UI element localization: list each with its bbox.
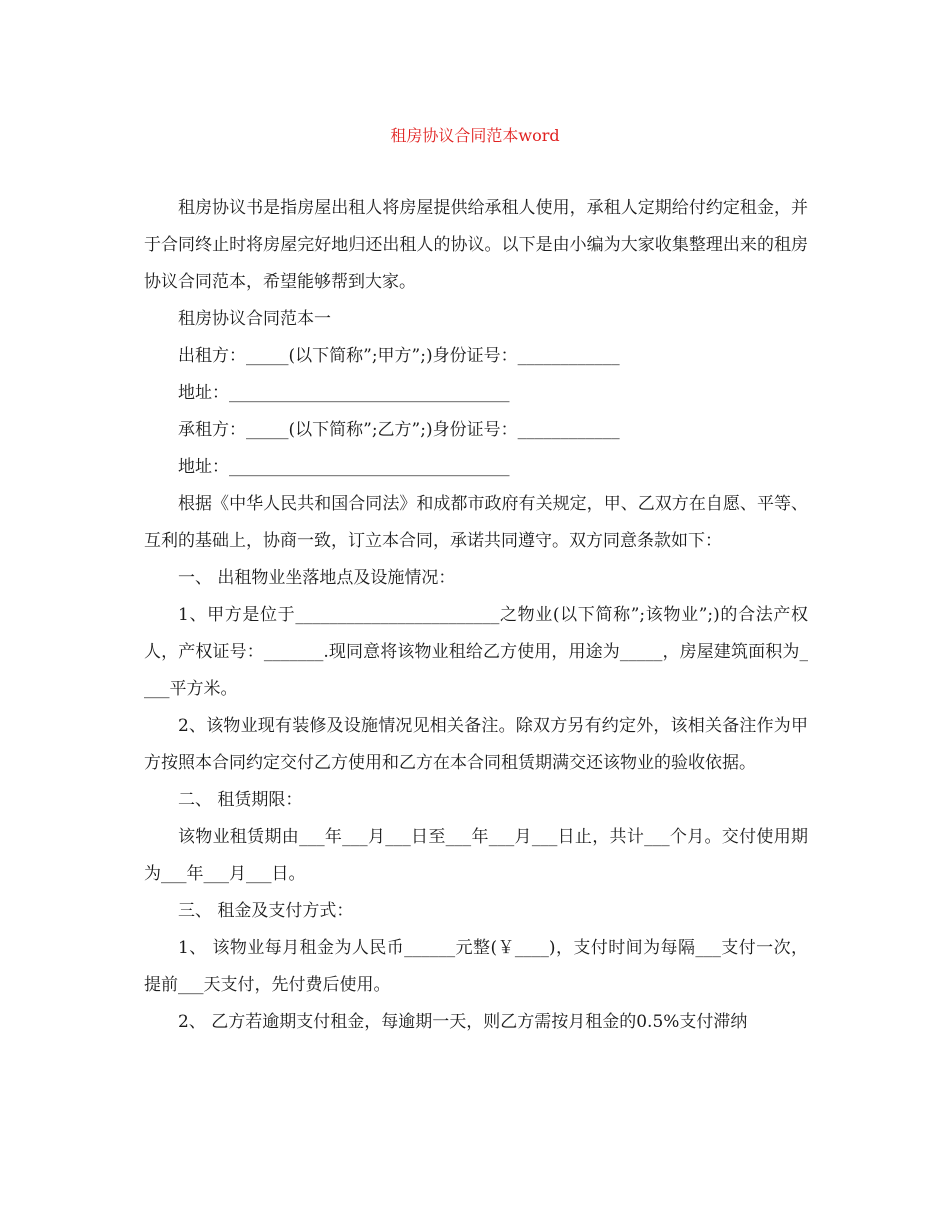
clause-heading-rent: 三、 租金及支付方式： [178,901,354,921]
lessee-line: 承租方：_____(以下简称”;乙方”;)身份证号：____________ [178,420,620,440]
intro-paragraph: 租房协议书是指房屋出租人将房屋提供给承租人使用，承租人定期给付约定租金，并于合同终止时将房屋完好地归还出租人的协议。以下是由小编为大家收集整理出来的租房协议合同范本，希望能够帮到大家。 [144,198,808,292]
clause-rent-item-2: 2、 乙方若逾期支付租金，每逾期一天，则乙方需按月租金的0.5%支付滞纳 [178,1012,748,1032]
clause-property-item-2: 2、该物业现有装修及设施情况见相关备注。除双方另有约定外，该相关备注作为甲方按照本合同约定交付乙方使用和乙方在本合同租赁期满交还该物业的验收依据。 [144,716,808,773]
section-heading-sample-one: 租房协议合同范本一 [178,309,331,329]
clause-rent-item-1: 1、 该物业每月租金为人民币______元整(￥____)，支付时间为每隔___支付一次，提前___天支付，先付费后使用。 [144,938,808,995]
lessee-address-line: 地址：_________________________________ [178,457,510,477]
document-title: 租房协议合同范本word [390,126,560,145]
clause-term-paragraph: 该物业租赁期由___年___月___日至___年___月___日止，共计___个月。交付使用期为___年___月___日。 [144,827,808,884]
clause-property-item-1: 1、甲方是位于________________________之物业(以下简称”;该物业”;)的合法产权人，产权证号：_______.现同意将该物业租给乙方使用，用途为_____，房屋建筑面积为____平方米。 [144,605,808,699]
legal-basis-paragraph: 根据《中华人民共和国合同法》和成都市政府有关规定，甲、乙双方在自愿、平等、互利的基础上，协商一致，订立本合同，承诺共同遵守。双方同意条款如下： [144,494,808,551]
clause-heading-term: 二、 租赁期限： [178,790,303,810]
lessor-line: 出租方：_____(以下简称”;甲方”;)身份证号：____________ [178,346,620,366]
clause-heading-property: 一、 出租物业坐落地点及设施情况： [178,568,456,588]
document-body [144,190,808,1041]
lessor-address-line: 地址：_________________________________ [178,383,510,403]
